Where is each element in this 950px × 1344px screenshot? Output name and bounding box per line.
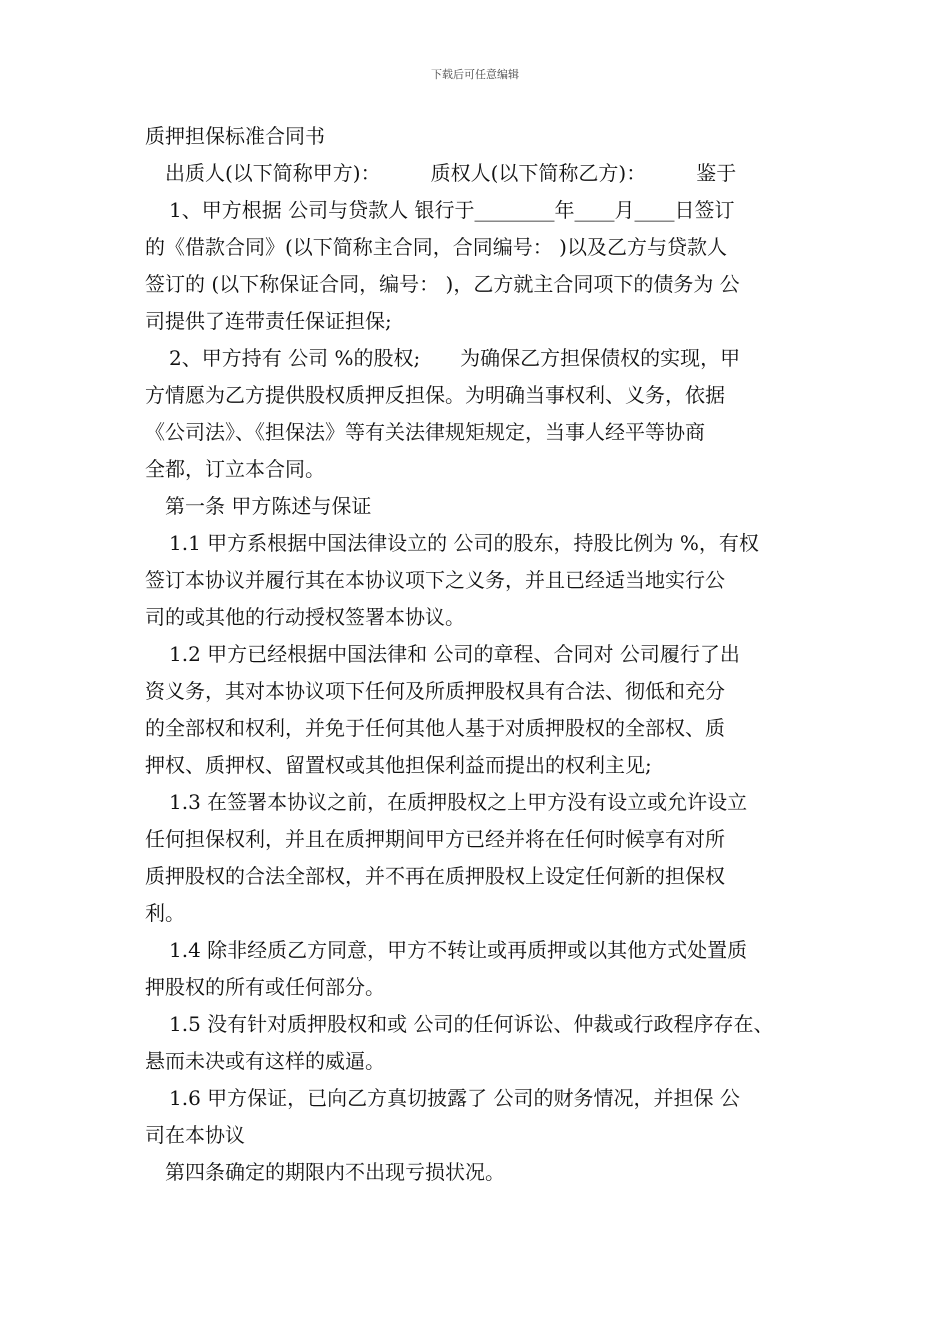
paragraph-line: 质押股权的合法全部权，并不再在质押股权上设定任何新的担保权 bbox=[145, 864, 725, 888]
paragraph-line: 1.5 没有针对质押股权和或 公司的任何诉讼、仲裁或行政程序存在、 bbox=[169, 1012, 774, 1036]
paragraph-line: 1.2 甲方已经根据中国法律和 公司的章程、合同对 公司履行了出 bbox=[169, 642, 740, 666]
paragraph-line: 悬而未决或有这样的威逼。 bbox=[145, 1049, 385, 1073]
paragraph-line: 利。 bbox=[145, 901, 185, 925]
paragraph-line: 全都，订立本合同。 bbox=[145, 457, 325, 481]
paragraph-line: 签订的 (以下称保证合同，编号： )，乙方就主合同项下的债务为 公 bbox=[145, 272, 740, 296]
paragraph-line: 方情愿为乙方提供股权质押反担保。为明确当事权利、义务，依据 bbox=[145, 383, 725, 407]
paragraph-line: 第四条确定的期限内不出现亏损状况。 bbox=[165, 1160, 505, 1184]
paragraph-line: 1.1 甲方系根据中国法律设立的 公司的股东，持股比例为 %，有权 bbox=[169, 531, 759, 555]
paragraph-line: 1、甲方根据 公司与贷款人 银行于________年____月____日签订 bbox=[169, 198, 735, 222]
paragraph-line: 司在本协议 bbox=[145, 1123, 245, 1147]
paragraph-line: 签订本协议并履行其在本协议项下之义务，并且已经适当地实行公 bbox=[145, 568, 725, 592]
document-body bbox=[145, 118, 810, 1191]
paragraph-line: 司提供了连带责任保证担保; bbox=[145, 309, 392, 333]
paragraph-line: 的《借款合同》(以下简称主合同，合同编号： )以及乙方与贷款人 bbox=[145, 235, 727, 259]
paragraph-line: 押股权的所有或任何部分。 bbox=[145, 975, 385, 999]
page-header-note: 下载后可任意编辑 bbox=[431, 68, 519, 81]
paragraph-line: 《公司法》、《担保法》等有关法律规矩规定，当事人经平等协商 bbox=[145, 420, 705, 444]
paragraph-line: 任何担保权利，并且在质押期间甲方已经并将在任何时候享有对所 bbox=[145, 827, 725, 851]
section-heading: 第一条 甲方陈述与保证 bbox=[165, 494, 372, 518]
paragraph-line: 2、甲方持有 公司 %的股权; 为确保乙方担保债权的实现，甲 bbox=[169, 346, 741, 370]
paragraph-line: 1.3 在签署本协议之前，在质押股权之上甲方没有设立或允许设立 bbox=[169, 790, 748, 814]
paragraph-line: 出质人(以下简称甲方)： 质权人(以下简称乙方)： 鉴于 bbox=[165, 161, 737, 185]
paragraph-line: 司的或其他的行动授权签署本协议。 bbox=[145, 605, 465, 629]
paragraph-line: 1.4 除非经质乙方同意，甲方不转让或再质押或以其他方式处置质 bbox=[169, 938, 748, 962]
paragraph-line: 1.6 甲方保证，已向乙方真切披露了 公司的财务情况，并担保 公 bbox=[169, 1086, 740, 1110]
paragraph-line: 押权、质押权、留置权或其他担保利益而提出的权利主见; bbox=[145, 753, 652, 777]
paragraph-line: 的全部权和权利，并免于任何其他人基于对质押股权的全部权、质 bbox=[145, 716, 725, 740]
document-title: 质押担保标准合同书 bbox=[145, 124, 325, 148]
paragraph-line: 资义务，其对本协议项下任何及所质押股权具有合法、彻低和充分 bbox=[145, 679, 725, 703]
